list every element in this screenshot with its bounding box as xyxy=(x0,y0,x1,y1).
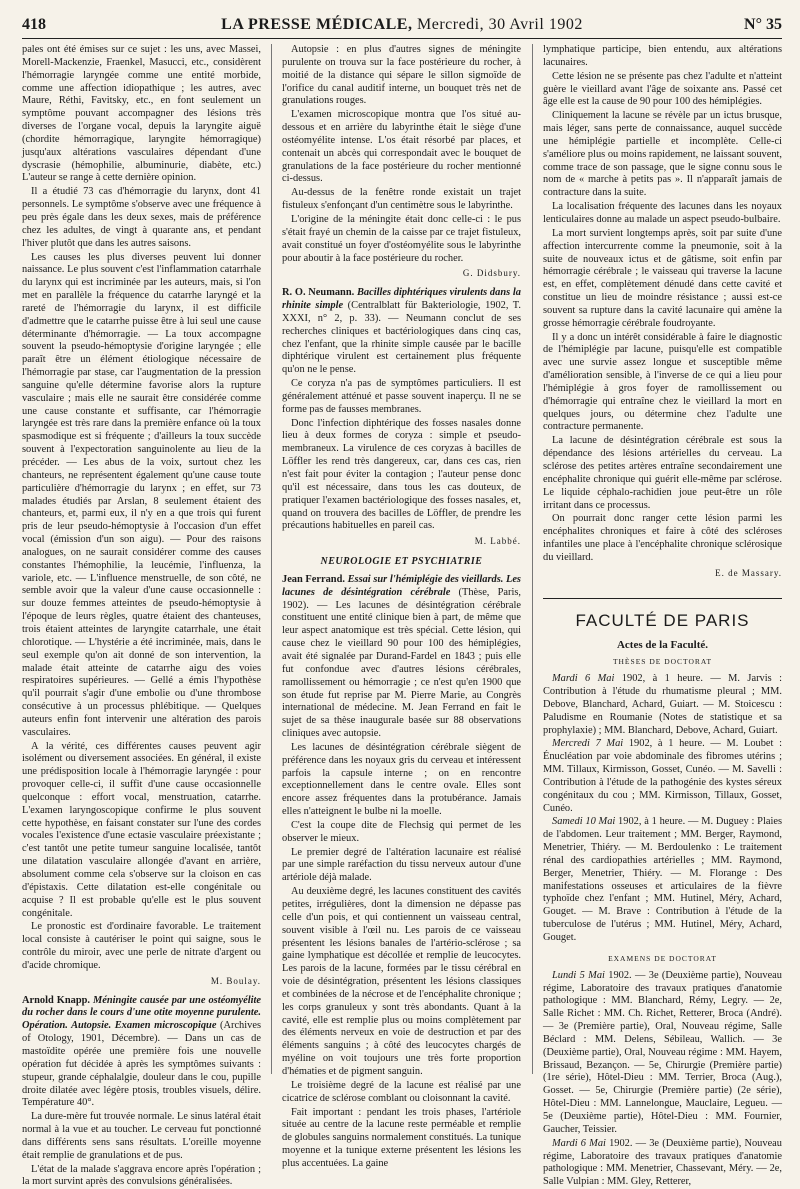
column-rule xyxy=(532,44,533,1074)
faculty-subtitle: Actes de la Faculté. xyxy=(616,639,709,652)
paragraph: Le premier degré de l'altération lacunaire est réalisé par une simple raréfaction du tissu nerveux autour d'une artériole déjà malade. xyxy=(282,846,521,884)
entry-text: 1902, à 1 heure. — M. Jarvis : Contribution à l'étude du rhumatisme pleural ; MM. Debove, Blanchard, Achard, Guiart. — M. Stoicescu : Paludisme en Roumanie (Notes de statistique et sa prophylaxie) ; MM. Blanchard, Debove, Achard, Guiart. xyxy=(543,673,782,736)
exam-entry xyxy=(543,1138,782,1189)
paragraph: L'origine de la méningite était donc celle-ci : le pus s'était frayé un chemin de la caisse par ce trajet fistuleux, avait constitué un foyer d'ostéomyélite sous le labyrinthe pour aboutir à la face postérieure du rocher. xyxy=(282,213,521,264)
paragraph: Donc l'infection diphtérique des fosses nasales donne lieu à deux formes de coryza : simple et pseudo-membraneux. La virulence de ces coryzas à bacilles de Löffler les rend très dangereux, car, dans ces cas, rien n'est fait pour éviter la contagion ; l'auteur pense donc qu'il est nécessaire, dans tous les cas douteux, de pratiquer l'examen bactériologique des fosses nasales, et, quand on trouvera des bacilles de Löffler, de prendre les précautions habituelles en pareil cas. xyxy=(282,417,521,532)
issue-date: Mercredi, 30 Avril 1902 xyxy=(416,16,583,33)
paragraph: Il a étudié 73 cas d'hémorragie du larynx, dont 41 personnels. Le symptôme s'observe avec une fréquence à peu près égale dans les deux sexes, mais de préférence chez les adultes, de vingt à quarante ans, et pendant l'hiver plutôt que dans les autres saisons. xyxy=(22,186,261,249)
journal-name: LA PRESSE MÉDICALE, xyxy=(221,16,413,33)
paragraph: Les lacunes de désintégration cérébrale siègent de préférence dans les noyaux gris du cerveau et intéressent parfois la capsule interne ; on en rencontre exceptionnellement dans le centre ovale. Elles sont encore assez fréquentes dans la protubérance. Jamais elles n'atteignent le bulbe ni la moelle. xyxy=(282,741,521,818)
article-heading xyxy=(22,995,261,1111)
paragraph: pales ont été émises sur ce sujet : les uns, avec Massei, Morell-Mackenzie, Fraenkel, Masucci, etc., considèrent l'hémorragie laryngée comme une entité morbide, comme une affection idiopathique ; les autres, avec Maure, Réthi, Favitsky, etc., en font seulement un symptôme pouvant accompagner des lésions très diverses de l'organe vocal, depuis la laryngite aiguë (chordite hémorragique, laryngite hémorragique) jusqu'aux altérations vasculaires dépendant d'une dyscrasie (hémophilie, albuminurie, diabète, etc.) L'auteur se range à cette dernière opinion. xyxy=(22,44,261,184)
paragraph: Cliniquement la lacune se révèle par un ictus brusque, mais léger, sans perte de connaissance, auquel succède une hémiplégie partielle et incomplète. Celle-ci s'améliore plus ou moins rapidement, ne laissant souvent, comme trace de son passage, que le signe connu sous le nom de « marche à petits pas ». Il n'apparaît jamais de contracture dans la suite. xyxy=(543,110,782,199)
exams-list xyxy=(543,970,782,1189)
author-signature: M. Boulay. xyxy=(210,975,261,986)
entry-date: Mardi 6 Mai xyxy=(552,1137,606,1149)
paragraph: Ce coryza n'a pas de symptômes particuliers. Il est généralement atténué et passe souvent inaperçu. Il ne se forme pas de fausses membranes. xyxy=(282,378,521,415)
article-reference: (Centralblatt für Bakteriologie, 1902, T. XXXI, n° 2, p. 33). — Neumann conclut de ses recherches cliniques et bactériologiques dans cinq cas, chez l'enfant, que la rhinite simple causée par le bacille diphtérique virulent est certainement plus fréquente qu'on ne le pense. xyxy=(282,300,521,376)
entry-date: Mardi 6 Mai xyxy=(552,673,615,685)
article-reference: (Archives of Otology, 1901, Décembre). — Dans un cas de mastoïdite opérée une première fois une nouvelle opération fut décidée à après les symptômes suivants : stupeur, grande céphalalgie, douleur dans le cou, pupille droite dilatée avec légère ptosis, troubles visuels, délire. Température 40°. xyxy=(22,1020,261,1109)
article-title: Méningite causée par une ostéomyélite du rocher dans le cours d'une otite moyenne purulente. Opération. Autopsie. Examen microscopique xyxy=(22,994,261,1032)
paragraph: Au-dessus de la fenêtre ronde existait un trajet fistuleux s'enfonçant d'un centimètre sous le labyrinthe. xyxy=(282,187,521,212)
paragraph: Fait important : pendant les trois phases, l'artériole située au centre de la lacune reste perméable et remplie de globules sanguins normalement constitués. La tunique moyenne et la tunique externe présentent les lésions les plus accentuées. La gaine xyxy=(282,1106,521,1169)
paragraph: La lacune de désintégration cérébrale est sous la dépendance des lésions artérielles du cerveau. La sclérose des petites artères entraîne secondairement une encéphalite chronique qui guérit elle-même par sclérose. Le liquide céphalo-rachidien joue peut-être un rôle irritant dans ce processus. xyxy=(543,435,782,511)
article-title: Bacilles diphtériques virulents dans la rhinite simple xyxy=(282,287,521,312)
page-number: 418 xyxy=(22,16,46,33)
paragraph: Les causes les plus diverses peuvent lui donner naissance. Le plus souvent c'est l'inflammation catarrhale du larynx qui est incriminée par les auteurs, mais, si l'on met en parallèle la fréquence du catarrhe laryngé et la rareté de l'hémorragie du larynx, il est difficile d'admettre que le catarrhe puisse être à lui seul une cause déterminante d'hémorragie. — La toux accompagne souvent la pseudo-hémoptysie d'origine laryngée ; elle paraît être un élément étiologique nécessaire de l'hémorragie par stase, car l'augmentation de la pression sanguine qu'elle détermine favorise alors la rupture vasculaire ; mais elle ne saurait être considérée comme une cause constante et suffisante, car l'hémorragie laryngée est très rare dans la première enfance où la toux spasmodique est si fréquente ; d'ailleurs la toux succède souvent à l'expectoration sanguinolente au lieu de la précéder. — Les abus de la voix, surtout chez les chanteurs, ne représentent également qu'une cause toute particulière d'hémorragie du larynx ; en effet, sur 73 malades étudiés par Arslan, 8 seulement étaient des chanteurs, et, parmi eux, il n'y en a que trois qui furent pris de leur pseudo-hémoptysie à l'occasion d'un effet vocal (émission d'un son aigu). — Pour des raisons analogues, on ne saurait considérer comme des causes constantes l'hémophilie, la leucémie, l'influenza, la variole, etc. — L'influence menstruelle, de son côté, ne semble avoir que la valeur d'une cause occasionnelle : sur douze femmes atteintes de pseudo-hémoptysie à l'époque de leurs règles, quatre étaient des chanteuses, trois étaient atteintes de laryngite catarrhale, une était chlorotique. — L'hystérie a été incriminée, mais, dans le seul exemple qu'on ait donné de son intervention, la malade était atteinte de catarrhe aigu des voies respiratoires supérieures. — Gellé a émis l'hypothèse qu'il pourrait s'agir d'une embolie ou d'une thrombose consécutive à un processus phlébitique. — Quelques auteurs enfin font intervenir une altération des parois vasculaires. xyxy=(22,251,261,738)
paragraph: C'est la coupe dite de Flechsig qui permet de les observer le mieux. xyxy=(282,819,521,844)
paragraph: Cette lésion ne se présente pas chez l'adulte et n'atteint guère le vieillard avant l'âge de soixante ans. Passé cet âge elle est la cause de 90 pour 100 des hémiplégies. xyxy=(543,70,782,108)
section-divider xyxy=(543,598,782,599)
entry-text: 1902. — 3e (Deuxième partie), Nouveau régime, Laboratoire des travaux pratiques d'anatomie pathologique : MM. Blanchard, Rémy, Legry. — 2e, Salle Richet : MM. Ch. Richet, Retterer, Broca (André). — 3e (Première partie), Oral, Nouveau régime, Salle Béclard : MM. Delens, Sébileau, Wallich. — 3e (Deuxième partie), Oral, Nouveau régime : MM. Hayem, Brissaud, Bezançon. — 5e, Chirurgie (Première partie) (1re série), Hôtel-Dieu : MM. Terrier, Broca (Aug.), Gosset. — 5e, Chirurgie (Première partie) (2e série), Hôtel-Dieu : MM. Lannelongue, Mauclaire, Legueu. — 5e (Deuxième partie), Hôtel-Dieu : MM. Fournier, Gaucher, Teissier. xyxy=(543,969,782,1135)
entry-date: Lundi 5 Mai xyxy=(552,969,605,981)
section-heading: NEUROLOGIE ET PSYCHIATRIE xyxy=(320,556,483,568)
article-reference: (Thèse, Paris, 1902). — Les lacunes de désintégration cérébrale constituent une entité clinique bien à part, de même que leur aspect anatomique est très spécial. Cette lésion, qui cause chez le vieillard 90 pour 100 des hémiplégies, avait été signalée par Durand-Fardel en 1843 ; puis elle fut confondue avec d'autres lésions cérébrales, ramollissement ou hémorragie ; ce n'est qu'en 1900 que son étude fut reprise par M. Pierre Marie, au Congrès international de médecine. M. Jean Ferrand en fait le sujet de sa thèse inaugurale basée sur 88 observations cliniques avec autopsie. xyxy=(282,586,521,740)
entry-text: 1902. — 3e (Deuxième partie), Nouveau régime, Laboratoire des travaux pratiques d'anatomie pathologique : MM. Menetrier, Chassevant, Méry. — 2e, Salle Vulpian : MM. Gley, Retterer, xyxy=(543,1137,782,1188)
entry-text: 1902, à 1 heure. — M. Loubet : Énucléation par voie abdominale des fibromes utérins ; MM. Tillaux, Kirmisson, Gosset, Cunéo. — M. Savelli : Contribution à l'étude de la pathogénie des kystes séreux congénitaux du cou ; MM. Kirmisson, Tillaux, Gosset, Cunéo. xyxy=(543,738,782,814)
article-author: Arnold Knapp. xyxy=(22,994,90,1006)
journal-title xyxy=(102,16,702,34)
column-rule xyxy=(271,44,272,1074)
article-title: Essai sur l'hémiplégie des vieillards. Les lacunes de désintégration cérébrale xyxy=(282,573,521,598)
issue-number: N° 35 xyxy=(744,16,782,33)
column-1 xyxy=(22,44,261,1188)
paragraph: Le pronostic est d'ordinaire favorable. Le traitement local consiste à cautériser le point qui saigne, sous le contrôle du miroir, avec une perle de nitrate d'argent ou d'acide chromique. xyxy=(22,921,261,971)
paragraph: A la vérité, ces différentes causes peuvent agir isolément ou diversement associées. En général, il existe une prédisposition locale à l'hémorragie laryngée : pour provoquer celle-ci, il suffit d'une cause occasionnelle quelconque : effort vocal, menstruation, catarrhe. L'examen laryngoscopique confirme le plus souvent cette hypothèse, en faisant constater sur l'une des cordes vocales l'existence d'une ectasie vasculaire préexistante ; c'est tantôt une petite tumeur sanguine localisée, tantôt une dilatation vasculaire allongée d'avant en arrière, absolument comme cela s'observe sur la cloison en cas d'épistaxis. Cette dilatation est-elle congénitale ou acquise ? Il est probable qu'elle est le plus souvent congénitale. xyxy=(22,740,261,919)
author-signature: G. Didsbury. xyxy=(462,268,521,279)
paragraph: L'examen microscopique montra que l'os situé au-dessous et en arrière du labyrinthe était le siège d'une ostéomyélite intense. L'os était résorbé par places, et contenait un abcès qui correspondait avec le bouquet de granulations de la face postérieure du rocher mentionné ci-dessus. xyxy=(282,109,521,185)
paragraph: lymphatique participe, bien entendu, aux altérations lacunaires. xyxy=(543,44,782,68)
article-heading xyxy=(282,574,521,741)
column-3 xyxy=(543,44,782,1188)
paragraph: La dure-mère fut trouvée normale. Le sinus latéral était normal à la vue et au toucher. Le cerveau fut ponctionné dans différents sens sans résultats. L'oreille moyenne était remplie de granulations et de pus. xyxy=(22,1111,261,1161)
exam-entry xyxy=(543,970,782,1137)
entry-date: Samedi 10 Mai xyxy=(552,816,616,828)
exams-heading: EXAMENS DE DOCTORAT xyxy=(608,953,717,963)
entry-date: Mercredi 7 Mai xyxy=(552,738,624,750)
paragraph: Autopsie : en plus d'autres signes de méningite purulente on trouva sur la face postérieure du rocher, à moitié de la distance qui sépare le sillon sigmoïde de l'orifice du canal auditif interne, un bouquet très net de granulations rouges. xyxy=(282,44,521,107)
theses-heading: THÈSES DE DOCTORAT xyxy=(612,657,713,667)
article-author: R. O. Neumann. xyxy=(282,287,355,299)
paragraph: On pourrait donc ranger cette lésion parmi les encéphalites chroniques et faire à côté des scléroses infantiles une place à l'encéphalite chronique sclérosique du vieillard. xyxy=(543,513,782,563)
column-2 xyxy=(282,44,521,1169)
thesis-entry xyxy=(543,673,782,737)
paragraph: L'état de la malade s'aggrava encore après l'opération ; la mort survint après des convulsions généralisées. xyxy=(22,1163,261,1188)
article-author: Jean Ferrand. xyxy=(282,573,345,585)
page-header xyxy=(22,12,782,39)
paragraph: La mort survient longtemps après, soit par suite d'une affection intercurrente comme la pneumonie, soit à la suite de nouveaux ictus et de gâtisme, soit enfin par hémorragie cérébrale ; le vaisseau qui traverse la lacune est, en effet, complètement dénudé dans cette cavité et constitue un lieu de moindre résistance ; aussi est-ce souvent sa rupture dans la cavité lacunaire qui amène la grosse hémorragie cérébrale foudroyante. xyxy=(543,227,782,329)
faculty-heading: FACULTÉ DE PARIS xyxy=(575,610,750,630)
thesis-entry xyxy=(543,816,782,944)
thesis-entry xyxy=(543,738,782,815)
author-signature: M. Labbé. xyxy=(474,536,521,547)
paragraph: Le troisième degré de la lacune est réalisé par une cicatrice de sclérose comblant ou cloisonnant la cavité. xyxy=(282,1079,521,1104)
author-signature: E. de Massary. xyxy=(715,567,782,578)
paragraph: Au deuxième degré, les lacunes constituent des cavités petites, irrégulières, dont la dimension ne dépasse pas celle d'un pois, et qui contiennent un vaisseau central, souvent visible à l'œil nu. Les parois de ce vaisseau présentent les lésions banales de l'artério-sclérose ; sa gaine lymphatique est décollée et remplie de leucocytes. Les parois de la lacune, formées par le tissu cérébral en voie de désintégration, présentent les lésions classiques et combinées de la nécrose et de l'encéphalite chronique ; les corps granuleux y sont très abondants. Quant à la cavité, elle est remplie plus ou moins complètement par des éléments nerveux en voie de destruction et par des éléments sanguins ; à côté des leucocytes chargés de myéline on voit toujours une très forte proportion d'hématies et de pigment sanguin. xyxy=(282,886,521,1077)
entry-text: 1902, à 1 heure. — M. Duguey : Plaies de l'abdomen. Leur traitement ; MM. Berger, Raymond, Menetrier, Thiéry. — M. Berdoulenko : Le traitement rénal des cardiopathies artérielles ; MM. Raymond, Berger, Menetrier, Thiéry. — M. Florange : Des manifestations osseuses et articulaires de la fièvre typhoïde chez l'enfant ; MM. Hutinel, Méry, Achard, Gouget. — M. Brave : Contribution à l'étude de la tuberculose de l'utérus ; MM. Hutinel, Méry, Achard, Gouget. xyxy=(543,816,782,943)
article-heading xyxy=(282,287,521,377)
theses-list xyxy=(543,673,782,945)
paragraph: La localisation fréquente des lacunes dans les noyaux lenticulaires donne au malade un aspect pseudo-bulbaire. xyxy=(543,201,782,225)
paragraph: Il y a donc un intérêt considérable à faire le diagnostic de l'hémiplégie par lacune, puisqu'elle est compatible avec une survie assez longue et susceptible même d'amélioration sensible, à l'inverse de ce qui a lieu pour l'hémiplégie à gros foyer de ramollissement ou d'hémorragie qui entraîne chez le vieillard la mort en quelques jours, ou détermine chez l'adulte une contracture permanente. xyxy=(543,331,782,433)
